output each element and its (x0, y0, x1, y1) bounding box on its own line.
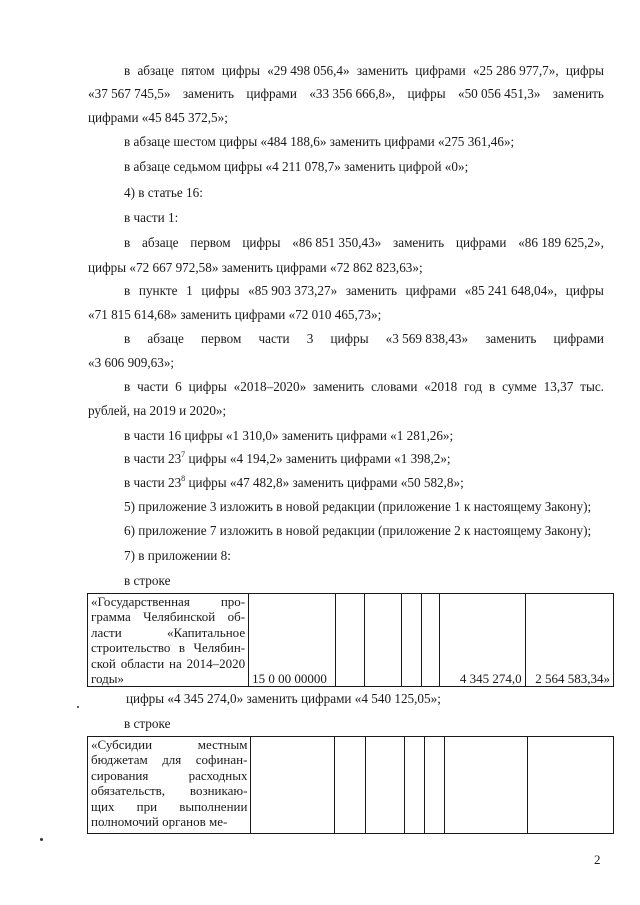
word: абзаце (147, 331, 184, 346)
list-item-heading: 4) в статье 16: (124, 185, 203, 200)
table-cell (425, 737, 444, 834)
text-line: цифрами «45 845 372,5»; (88, 110, 228, 125)
word: цифры (221, 63, 260, 78)
text-fragment: цифры «4 194,2» заменить цифрами «1 398,2»; (185, 451, 451, 466)
word: заменить (313, 379, 365, 394)
table-cell-code: 15 0 00 00000 (249, 594, 335, 687)
word: «85 241 648,04», (464, 283, 558, 298)
word: заменить (345, 283, 397, 298)
text-line: в строке (124, 716, 171, 731)
budget-table-row (87, 736, 614, 834)
table-cell-name: «Государственная про-грамма Челябинской об-ласти «Капитальное строительство в Челябин-ской области на 2014–2020 годы» (88, 594, 249, 687)
superscript: 8 (181, 473, 186, 483)
text-line: «3 606 909,63»; (88, 355, 175, 370)
text-line (124, 379, 604, 395)
word: цифрами (415, 63, 466, 78)
word: заменить (552, 86, 604, 101)
word: цифрами (455, 235, 507, 250)
word: «25 286 977,7», (472, 63, 559, 78)
word: 1 (186, 283, 193, 298)
word: год (464, 379, 483, 394)
word: «33 356 666,8», (309, 86, 396, 101)
table-cell (335, 737, 366, 834)
text-line: в абзаце шестом цифры «484 188,6» заменить цифрами «275 361,46»; (124, 134, 515, 149)
word: заменить (182, 86, 234, 101)
text-line (124, 451, 451, 467)
word: части (258, 331, 290, 346)
word: пятом (181, 63, 215, 78)
word: заменить (393, 235, 445, 250)
word: словами (371, 379, 418, 394)
text-line (124, 63, 604, 79)
text-line: в строке (124, 573, 171, 588)
text-line: 5) приложение 3 изложить в новой редакции (приложение 1 к настоящему Закону); (124, 499, 592, 514)
budget-table-row (87, 593, 614, 687)
word: абзаце (137, 63, 174, 78)
word: цифры (565, 283, 604, 298)
list-item-heading: 7) в приложении 8: (124, 548, 231, 563)
text-line: «71 815 614,68» заменить цифрами «72 010 465,73»; (88, 307, 382, 322)
word: в (124, 331, 131, 346)
table-cell (421, 594, 440, 687)
text-line: в абзаце седьмом цифры «4 211 078,7» заменить цифрой «0»; (124, 159, 469, 174)
scan-speck (40, 838, 43, 841)
word: в (124, 379, 131, 394)
text-line (124, 283, 604, 299)
word: «29 498 056,4» (267, 63, 350, 78)
word: заменить (356, 63, 408, 78)
word: «86 189 625,2», (518, 235, 604, 250)
text-fragment: цифры «47 482,8» заменить цифрами «50 582,8»; (185, 475, 464, 490)
table-cell (365, 594, 402, 687)
word: первом (190, 235, 231, 250)
word: в (124, 63, 131, 78)
word: «85 903 373,27» (248, 283, 338, 298)
word: первом (201, 331, 242, 346)
word: пункте (138, 283, 178, 298)
word: «37 567 745,5» (88, 86, 171, 101)
word: заменить (485, 331, 537, 346)
text-line: в части 1: (124, 210, 179, 225)
word: цифры (201, 283, 240, 298)
word: сумме (502, 379, 537, 394)
word: цифры (565, 63, 604, 78)
text-fragment: в части 23 (124, 475, 182, 490)
text-line: цифры «72 667 972,58» заменить цифрами «72 862 823,63»; (88, 260, 423, 275)
text-line (124, 475, 464, 491)
text-line: в части 16 цифры «1 310,0» заменить цифрами «1 281,26»; (124, 428, 454, 443)
word: цифры (188, 379, 227, 394)
table-cell (404, 737, 424, 834)
table-cell-amount (444, 737, 528, 834)
word: цифры (242, 235, 281, 250)
word: 6 (175, 379, 182, 394)
word: в (124, 235, 131, 250)
table-cell-code (251, 737, 335, 834)
table-cell-name: «Субсидии местным бюджетам для софинан-сирования расходных обязательств, возникаю-щих при выполнении полномочий органов ме- (88, 737, 251, 834)
word: цифры (407, 86, 446, 101)
word: тыс. (580, 379, 604, 394)
scan-speck (77, 706, 79, 708)
table-cell-amount: 2 564 583,34» (525, 594, 613, 687)
text-line: рублей, на 2019 и 2020»; (88, 403, 227, 418)
word: абзаце (141, 235, 179, 250)
table-cell (402, 594, 422, 687)
word: части (137, 379, 169, 394)
word: в (489, 379, 496, 394)
word: «2018 (424, 379, 458, 394)
page-number: 2 (594, 852, 601, 867)
word: цифрами (553, 331, 604, 346)
word: «86 851 350,43» (292, 235, 382, 250)
word: цифрами (246, 86, 297, 101)
text-line: цифры «4 345 274,0» заменить цифрами «4 540 125,05»; (126, 691, 441, 706)
text-fragment: в части 23 (124, 451, 182, 466)
word: 3 (306, 331, 314, 346)
text-line (88, 86, 604, 102)
table-cell (366, 737, 405, 834)
table-cell (335, 594, 365, 687)
text-line (124, 235, 604, 251)
word: 13,37 (543, 379, 574, 394)
superscript: 7 (181, 449, 186, 459)
word: цифры (330, 331, 369, 346)
word: в (124, 283, 131, 298)
word: «50 056 451,3» (457, 86, 541, 101)
word: «3 569 838,43» (385, 331, 469, 346)
table-cell-amount: 4 345 274,0 (440, 594, 525, 687)
word: цифрами (405, 283, 457, 298)
text-line (124, 331, 604, 347)
word: «2018–2020» (233, 379, 307, 394)
table-cell-amount (528, 737, 614, 834)
text-line: 6) приложение 7 изложить в новой редакции (приложение 2 к настоящему Закону); (124, 523, 592, 538)
